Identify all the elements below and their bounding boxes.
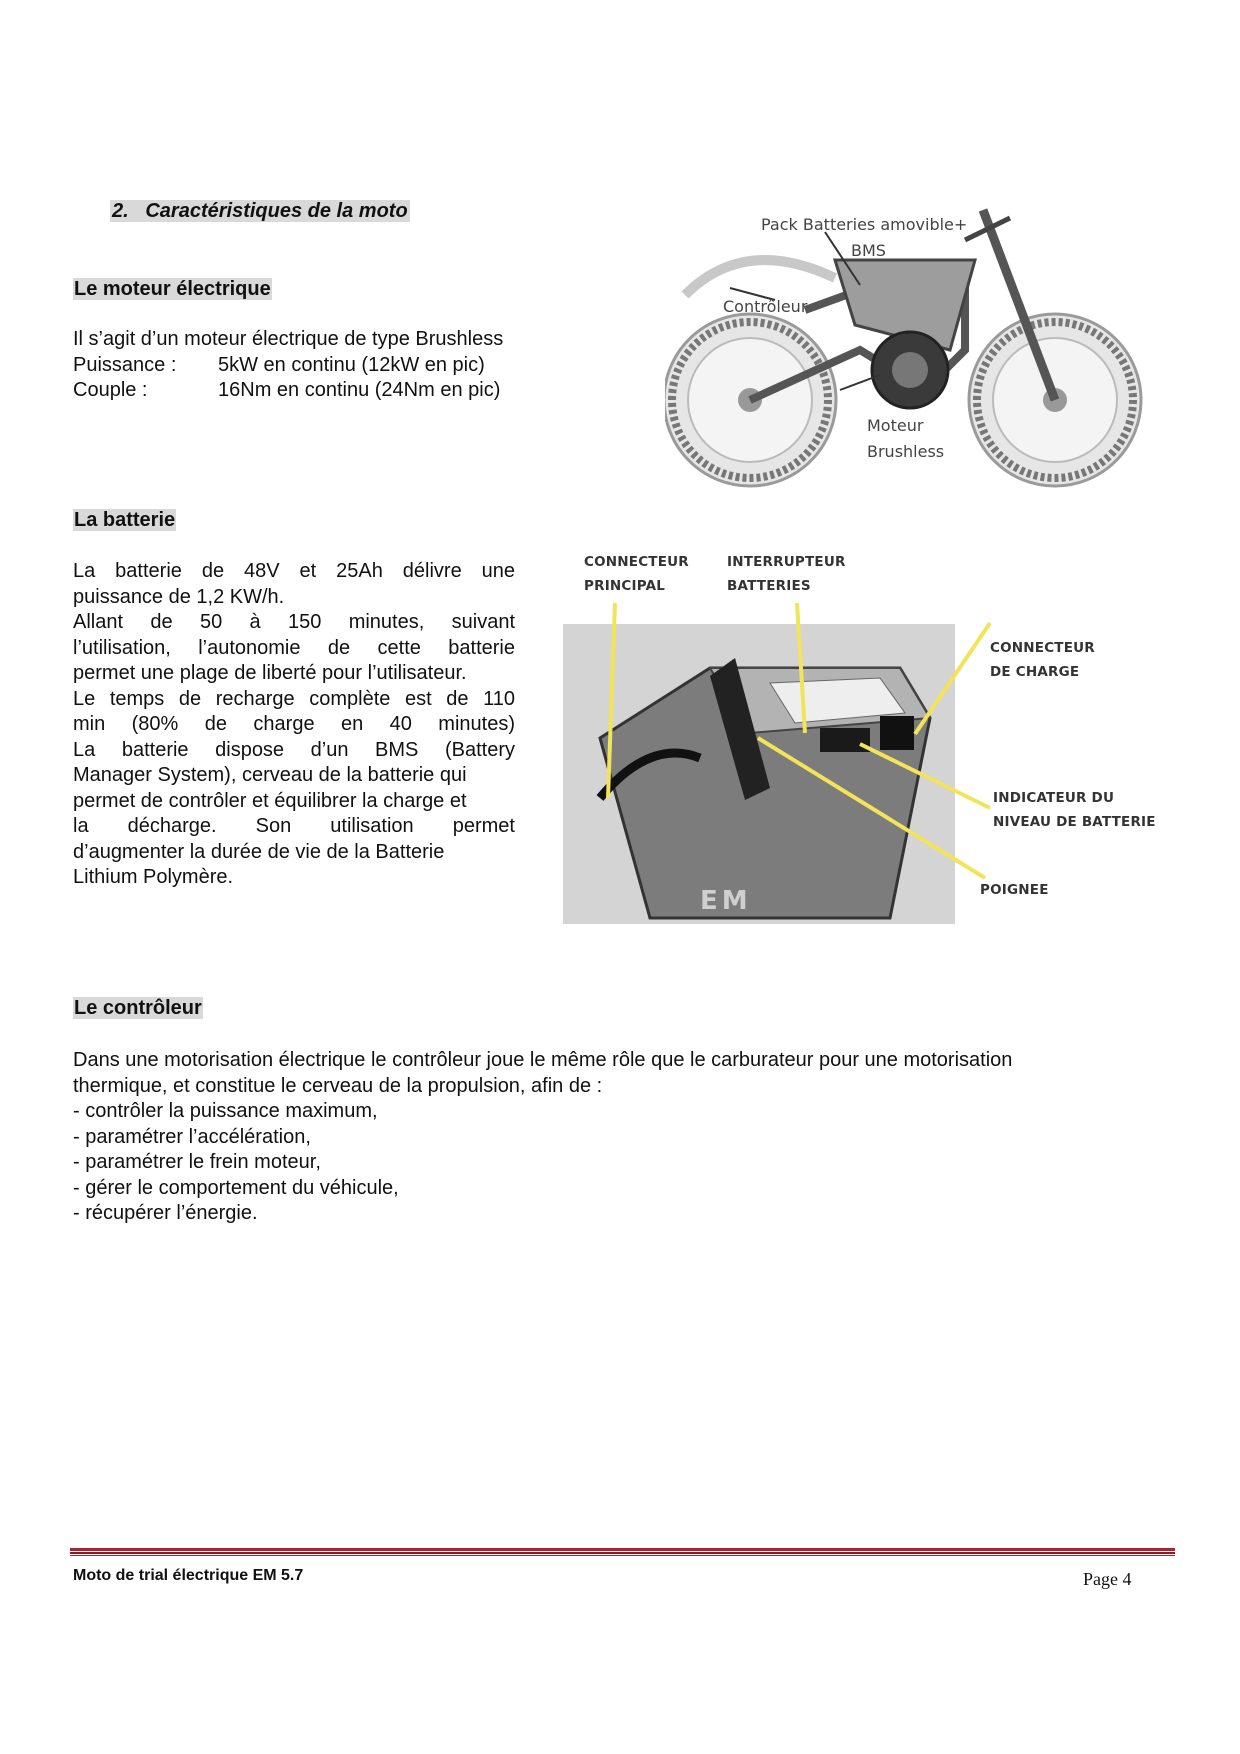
motor-intro: Il s’agit d’un moteur électrique de type Brushless xyxy=(73,328,504,350)
controller-list-item: - paramétrer le frein moteur, xyxy=(73,1151,321,1173)
footer-document-title: Moto de trial électrique EM 5.7 xyxy=(73,1567,304,1584)
section-heading xyxy=(110,198,410,224)
controller-title: Le contrôleur xyxy=(74,997,202,1019)
motor-power-label: Puissance : xyxy=(73,353,177,376)
battery-line: l’utilisation, l’autonomie de cette batterie xyxy=(73,636,515,659)
battery-paragraph xyxy=(73,559,515,891)
motor-torque-label: Couple : xyxy=(73,379,148,401)
controller-list-item: - gérer le comportement du véhicule, xyxy=(73,1176,399,1199)
battery-line: Lithium Polymère. xyxy=(73,866,234,888)
controller-line: thermique, et constitue le cerveau de la propulsion, afin de : xyxy=(73,1074,603,1097)
battery-line: La batterie de 48V et 25Ah délivre une xyxy=(73,560,515,582)
battery-figure xyxy=(560,548,1160,928)
battery-line: Manager System), cerveau de la batterie qui xyxy=(73,764,467,786)
callout-handle: POIGNEE xyxy=(980,882,1049,898)
battery-line: Allant de 50 à 150 minutes, suivant xyxy=(73,611,515,633)
callout-main-connector: CONNECTEUR PRINCIPAL xyxy=(584,554,689,594)
battery-line: min (80% de charge en 40 minutes) xyxy=(73,713,515,735)
controller-list-item: - contrôler la puissance maximum, xyxy=(73,1100,378,1122)
footer-rule xyxy=(70,1548,1175,1556)
callout-battery-level: INDICATEUR DU NIVEAU DE BATTERIE xyxy=(993,790,1156,830)
battery-line: d’augmenter la durée de vie de la Batterie xyxy=(73,840,445,863)
motorcycle-figure xyxy=(665,200,1155,500)
battery-line: permet une plage de liberté pour l’utilisateur. xyxy=(73,662,467,684)
motor-torque-value: 16Nm en continu (24Nm en pic) xyxy=(218,379,501,401)
battery-line: Le temps de recharge complète est de 110 xyxy=(73,687,515,710)
motor-power-value: 5kW en continu (12kW en pic) xyxy=(218,353,485,376)
battery-photo xyxy=(560,548,1160,928)
motor-power-row xyxy=(73,353,503,379)
label-controller: Contrôleur xyxy=(723,297,808,316)
battery-line: La batterie dispose d’un BMS (Battery xyxy=(73,738,515,761)
motor-torque-row xyxy=(73,378,503,404)
controller-list-item: - récupérer l’énergie. xyxy=(73,1202,258,1224)
controller-paragraph xyxy=(73,1048,1012,1227)
motor-specs xyxy=(73,327,503,404)
battery-line: puissance de 1,2 KW/h. xyxy=(73,585,285,608)
label-battery-pack: Pack Batteries amovible+ BMS xyxy=(761,215,968,260)
battery-title: La batterie xyxy=(74,509,176,531)
heading-title: Caractéristiques de la moto xyxy=(145,200,408,222)
label-motor: Moteur Brushless xyxy=(867,416,945,461)
heading-number: 2. xyxy=(112,200,129,222)
battery-line: permet de contrôler et équilibrer la charge et xyxy=(73,789,467,812)
battery-brand-mark: EM xyxy=(700,886,752,916)
controller-list-item: - paramétrer l’accélération, xyxy=(73,1125,311,1148)
battery-line: la décharge. Son utilisation permet xyxy=(73,815,515,837)
controller-line: Dans une motorisation électrique le contrôleur joue le même rôle que le carburateur pour une motorisation xyxy=(73,1049,1013,1071)
footer-page-number: Page 4 xyxy=(1083,1569,1132,1589)
callout-battery-switch: INTERRUPTEUR BATTERIES xyxy=(727,554,846,594)
motor-title: Le moteur électrique xyxy=(74,278,271,300)
callout-charge-connector: CONNECTEUR DE CHARGE xyxy=(990,640,1095,680)
